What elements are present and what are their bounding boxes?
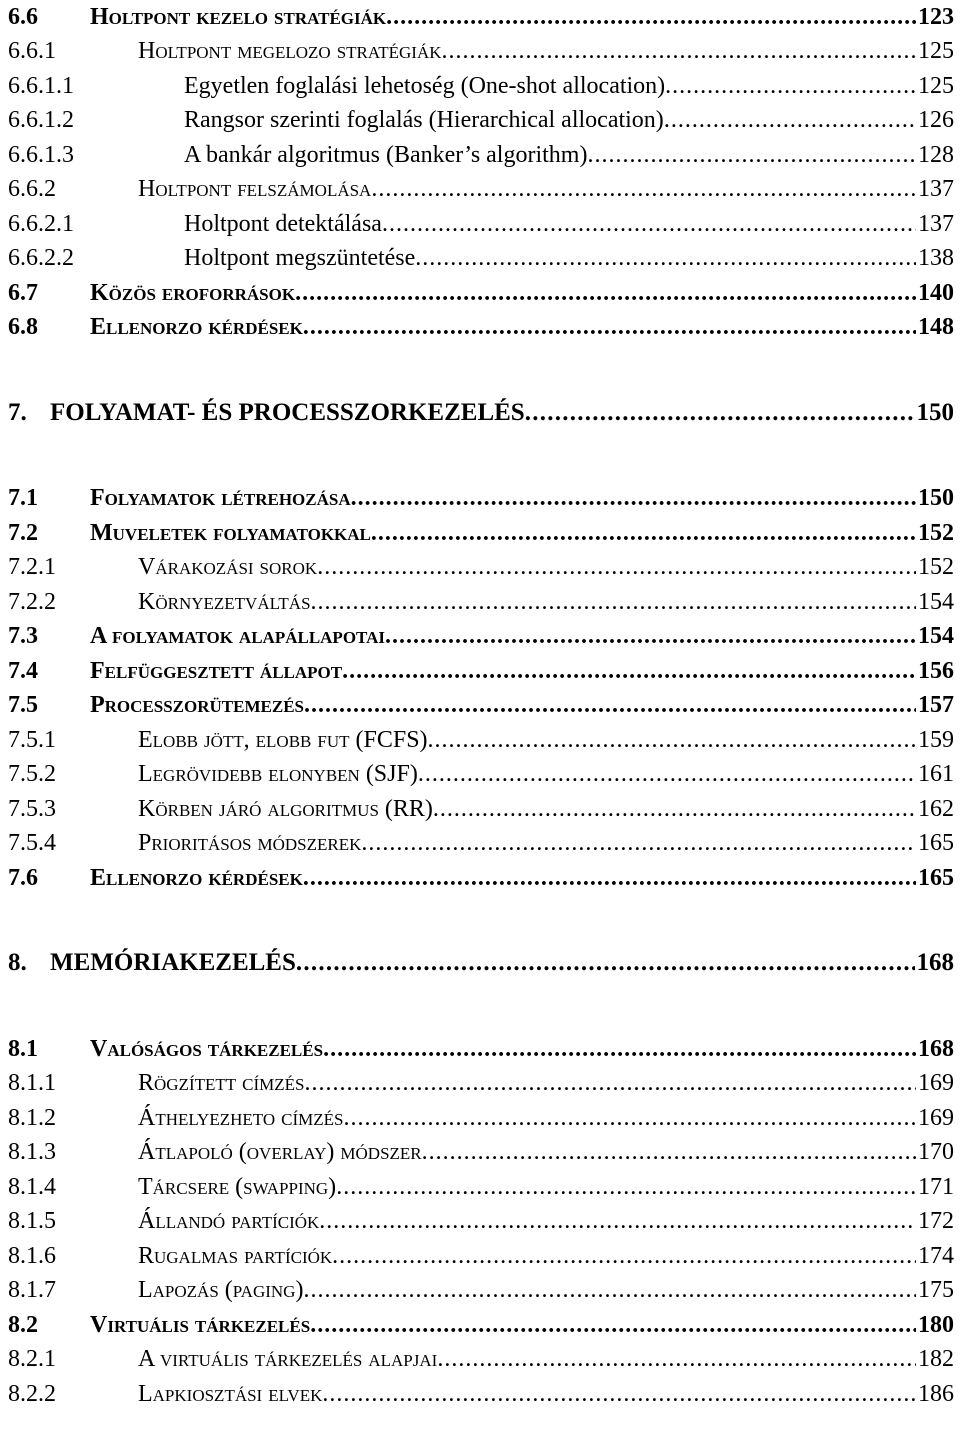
- toc-entry-page: 157: [918, 692, 954, 718]
- toc-entry-page: 175: [918, 1277, 954, 1303]
- toc-entry[interactable]: [8, 1101, 954, 1135]
- toc-entry-page: 165: [918, 865, 954, 891]
- toc-entry-title: Rögzített címzés: [138, 1070, 305, 1096]
- toc-entry-number: 8.1.2: [8, 1105, 56, 1131]
- toc-entry-title: FOLYAMAT- ÉS PROCESSZORKEZELÉS: [50, 399, 525, 426]
- toc-dot-leader: [336, 1170, 916, 1204]
- toc-entry-title: Környezetváltás: [138, 589, 311, 615]
- toc-entry-number: 8.1.1: [8, 1070, 56, 1096]
- toc-entry-page: 138: [918, 245, 954, 271]
- toc-entry-number: 8.1.7: [8, 1277, 56, 1303]
- toc-entry[interactable]: [8, 585, 954, 619]
- toc-entry-number: 6.6: [8, 4, 38, 30]
- toc-dot-leader: [295, 276, 916, 310]
- toc-entry-title: Tárcsere (swapping): [138, 1174, 337, 1200]
- toc-entry-number: 6.6.1: [8, 38, 56, 64]
- toc-dot-leader: [332, 1239, 916, 1273]
- toc-entry-title: Holtpont detektálása: [184, 211, 382, 237]
- toc-entry-number: 7.2: [8, 520, 38, 546]
- toc-entry-page: 126: [918, 107, 954, 133]
- toc-entry-number: 7.3: [8, 623, 38, 649]
- toc-entry-title: Ellenorzo kérdések: [90, 865, 303, 891]
- toc-entry-number: 6.6.2.2: [8, 245, 74, 271]
- toc-dot-leader: [385, 619, 916, 653]
- toc-entry[interactable]: [8, 0, 954, 34]
- toc-entry-page: 161: [918, 761, 954, 787]
- toc-entry[interactable]: [8, 1135, 954, 1169]
- toc-entry-number: 7.6: [8, 865, 38, 891]
- toc-entry-number: 8.2: [8, 1312, 38, 1338]
- toc-dot-leader: [319, 1204, 916, 1238]
- toc-dot-leader: [310, 1308, 916, 1342]
- toc-entry-number: 8.2.2: [8, 1381, 56, 1407]
- toc-entry[interactable]: [8, 654, 954, 688]
- toc-dot-leader: [525, 396, 915, 430]
- toc-entry[interactable]: [8, 826, 954, 860]
- toc-entry[interactable]: [8, 550, 954, 584]
- toc-dot-leader: [665, 69, 916, 103]
- toc-dot-leader: [304, 1066, 916, 1100]
- toc-entry-title: Valóságos tárkezelés: [90, 1036, 324, 1062]
- toc-entry-title: Átlapoló (overlay) módszer: [138, 1139, 422, 1165]
- toc-entry[interactable]: [8, 1032, 954, 1066]
- toc-dot-leader: [386, 0, 916, 34]
- toc-entry-page: 171: [918, 1174, 954, 1200]
- toc-entry-title: Lapozás (paging): [138, 1277, 304, 1303]
- toc-entry-number: 6.6.2: [8, 176, 56, 202]
- toc-dot-leader: [371, 172, 916, 206]
- toc-entry-number: 6.6.2.1: [8, 211, 74, 237]
- toc-entry-page: 174: [918, 1243, 954, 1269]
- toc-entry-title: A virtuális tárkezelés alapjai: [138, 1346, 438, 1372]
- toc-entry-page: 162: [918, 796, 954, 822]
- toc-entry-page: 156: [918, 658, 954, 684]
- toc-entry-number: 8.2.1: [8, 1346, 56, 1372]
- toc-dot-leader: [418, 757, 916, 791]
- toc-entry[interactable]: [8, 310, 954, 344]
- toc-entry-page: 168: [918, 1036, 954, 1062]
- toc-entry-page: 152: [918, 520, 954, 546]
- toc-dot-leader: [371, 516, 916, 550]
- toc-entry-page: 148: [918, 314, 954, 340]
- toc-entry-title: Holtpont felszámolása: [138, 176, 372, 202]
- toc-entry-page: 165: [918, 830, 954, 856]
- toc-entry-page: 125: [918, 73, 954, 99]
- toc-entry[interactable]: [8, 619, 954, 653]
- toc-entry-page: 159: [918, 727, 954, 753]
- toc-entry-number: 6.6.1.2: [8, 107, 74, 133]
- toc-dot-leader: [437, 1342, 916, 1376]
- toc-entry-page: 137: [918, 211, 954, 237]
- toc-entry-page: 169: [918, 1105, 954, 1131]
- toc-entry-page: 154: [918, 623, 954, 649]
- toc-entry-number: 8.: [8, 949, 27, 976]
- toc-entry[interactable]: [8, 1377, 954, 1411]
- toc-dot-leader: [317, 550, 916, 584]
- toc-entry-title: Közös eroforrások: [90, 280, 296, 306]
- toc-entry-number: 7.1: [8, 485, 38, 511]
- toc-entry[interactable]: [8, 69, 954, 103]
- toc-entry-number: 6.6.1.3: [8, 142, 74, 168]
- toc-entry-title: Folyamatok létrehozása: [90, 485, 351, 511]
- toc-entry-page: 172: [918, 1208, 954, 1234]
- toc-entry-page: 154: [918, 589, 954, 615]
- toc-entry-title: Legrövidebb elonyben (SJF): [138, 761, 418, 787]
- toc-entry-title: Ellenorzo kérdések: [90, 314, 303, 340]
- toc-entry[interactable]: [8, 1204, 954, 1238]
- toc-entry-number: 7.: [8, 399, 27, 426]
- toc-dot-leader: [311, 585, 916, 619]
- toc-entry[interactable]: [8, 723, 954, 757]
- toc-entry-page: 128: [918, 142, 954, 168]
- toc-entry[interactable]: [8, 396, 954, 430]
- toc-entry-title: Holtpont megszüntetése: [184, 245, 416, 271]
- toc-dot-leader: [296, 946, 915, 980]
- toc-dot-leader: [343, 1101, 916, 1135]
- toc-entry[interactable]: [8, 1170, 954, 1204]
- toc-entry-number: 6.6.1.1: [8, 73, 74, 99]
- toc-dot-leader: [433, 792, 916, 826]
- toc-entry[interactable]: [8, 946, 954, 980]
- toc-entry[interactable]: [8, 516, 954, 550]
- toc-dot-leader: [428, 723, 916, 757]
- toc-dot-leader: [303, 310, 916, 344]
- toc-entry[interactable]: [8, 241, 954, 275]
- toc-entry-page: 150: [916, 399, 954, 426]
- toc-entry-page: 180: [918, 1312, 954, 1338]
- toc-dot-leader: [322, 1377, 916, 1411]
- toc-entry-number: 7.5.2: [8, 761, 56, 787]
- toc-dot-leader: [323, 1032, 916, 1066]
- toc-entry[interactable]: [8, 34, 954, 68]
- toc-entry-number: 8.1: [8, 1036, 38, 1062]
- toc-dot-leader: [382, 207, 916, 241]
- toc-entry-number: 8.1.5: [8, 1208, 56, 1234]
- toc-entry-number: 7.4: [8, 658, 38, 684]
- toc-entry-page: 150: [918, 485, 954, 511]
- toc-entry-title: Körben járó algoritmus (RR): [138, 796, 433, 822]
- toc-dot-leader: [422, 1135, 916, 1169]
- toc-entry-page: 169: [918, 1070, 954, 1096]
- toc-entry[interactable]: [8, 1239, 954, 1273]
- toc-entry[interactable]: [8, 172, 954, 206]
- toc-dot-leader: [351, 481, 916, 515]
- toc-entry-title: Elobb jött, elobb fut (FCFS): [138, 727, 428, 753]
- toc-entry-page: 123: [918, 4, 954, 30]
- toc-entry-title: Processzorütemezés: [90, 692, 304, 718]
- toc-dot-leader: [415, 241, 916, 275]
- toc-entry-title: Holtpont megelozo stratégiák: [138, 38, 442, 64]
- toc-dot-leader: [304, 688, 916, 722]
- toc-entry-number: 8.1.3: [8, 1139, 56, 1165]
- toc-entry-page: 186: [918, 1381, 954, 1407]
- toc-entry[interactable]: [8, 1308, 954, 1342]
- toc-entry-number: 7.5.4: [8, 830, 56, 856]
- toc-entry[interactable]: [8, 1273, 954, 1307]
- toc-entry-title: Rugalmas partíciók: [138, 1243, 333, 1269]
- toc-dot-leader: [342, 654, 916, 688]
- toc-entry-page: 125: [918, 38, 954, 64]
- toc-entry-page: 182: [918, 1346, 954, 1372]
- toc-entry[interactable]: [8, 207, 954, 241]
- toc-entry-title: Muveletek folyamatokkal: [90, 520, 371, 546]
- toc-entry-page: 168: [916, 949, 954, 976]
- toc-entry-number: 7.5.1: [8, 727, 56, 753]
- toc-entry[interactable]: [8, 276, 954, 310]
- toc-entry-title: Virtuális tárkezelés: [90, 1312, 311, 1338]
- toc-entry-title: Prioritásos módszerek: [138, 830, 362, 856]
- toc-entry-page: 137: [918, 176, 954, 202]
- toc-entry[interactable]: [8, 1342, 954, 1376]
- toc-dot-leader: [361, 826, 916, 860]
- toc-entry[interactable]: [8, 1066, 954, 1100]
- toc-entry-title: Lapkiosztási elvek: [138, 1381, 323, 1407]
- toc-entry-page: 140: [918, 280, 954, 306]
- toc-entry[interactable]: [8, 792, 954, 826]
- toc-entry-title: MEMÓRIAKEZELÉS: [50, 949, 296, 976]
- toc-entry-number: 7.5: [8, 692, 38, 718]
- toc-entry-number: 7.2.2: [8, 589, 56, 615]
- toc-entry-number: 6.8: [8, 314, 38, 340]
- toc-entry[interactable]: [8, 757, 954, 791]
- toc-entry-number: 6.7: [8, 280, 38, 306]
- toc-entry-page: 170: [918, 1139, 954, 1165]
- toc-entry[interactable]: [8, 138, 954, 172]
- toc-entry-title: Holtpont kezelo stratégiák: [90, 4, 387, 30]
- toc-entry[interactable]: [8, 688, 954, 722]
- toc-dot-leader: [442, 34, 916, 68]
- toc-entry-number: 7.2.1: [8, 554, 56, 580]
- toc-dot-leader: [587, 138, 916, 172]
- toc-entry-title: Várakozási sorok: [138, 554, 318, 580]
- toc-entry-number: 7.5.3: [8, 796, 56, 822]
- toc-entry-page: 152: [918, 554, 954, 580]
- toc-entry-title: Rangsor szerinti foglalás (Hierarchical allocation): [184, 107, 664, 133]
- toc-entry-number: 8.1.4: [8, 1174, 56, 1200]
- toc-entry-title: Áthelyezheto címzés: [138, 1105, 344, 1131]
- toc-entry-number: 8.1.6: [8, 1243, 56, 1269]
- toc-entry[interactable]: [8, 861, 954, 895]
- toc-dot-leader: [303, 1273, 916, 1307]
- toc-dot-leader: [664, 103, 916, 137]
- toc-entry[interactable]: [8, 103, 954, 137]
- toc-entry-title: A folyamatok alapállapotai: [90, 623, 386, 649]
- toc-entry[interactable]: [8, 481, 954, 515]
- toc-entry-title: Egyetlen foglalási lehetoség (One-shot allocation): [184, 73, 666, 99]
- toc-entry-title: A bankár algoritmus (Banker’s algorithm): [184, 142, 588, 168]
- toc-dot-leader: [303, 861, 916, 895]
- toc-entry-title: Állandó partíciók: [138, 1208, 320, 1234]
- toc-entry-title: Felfüggesztett állapot: [90, 658, 343, 684]
